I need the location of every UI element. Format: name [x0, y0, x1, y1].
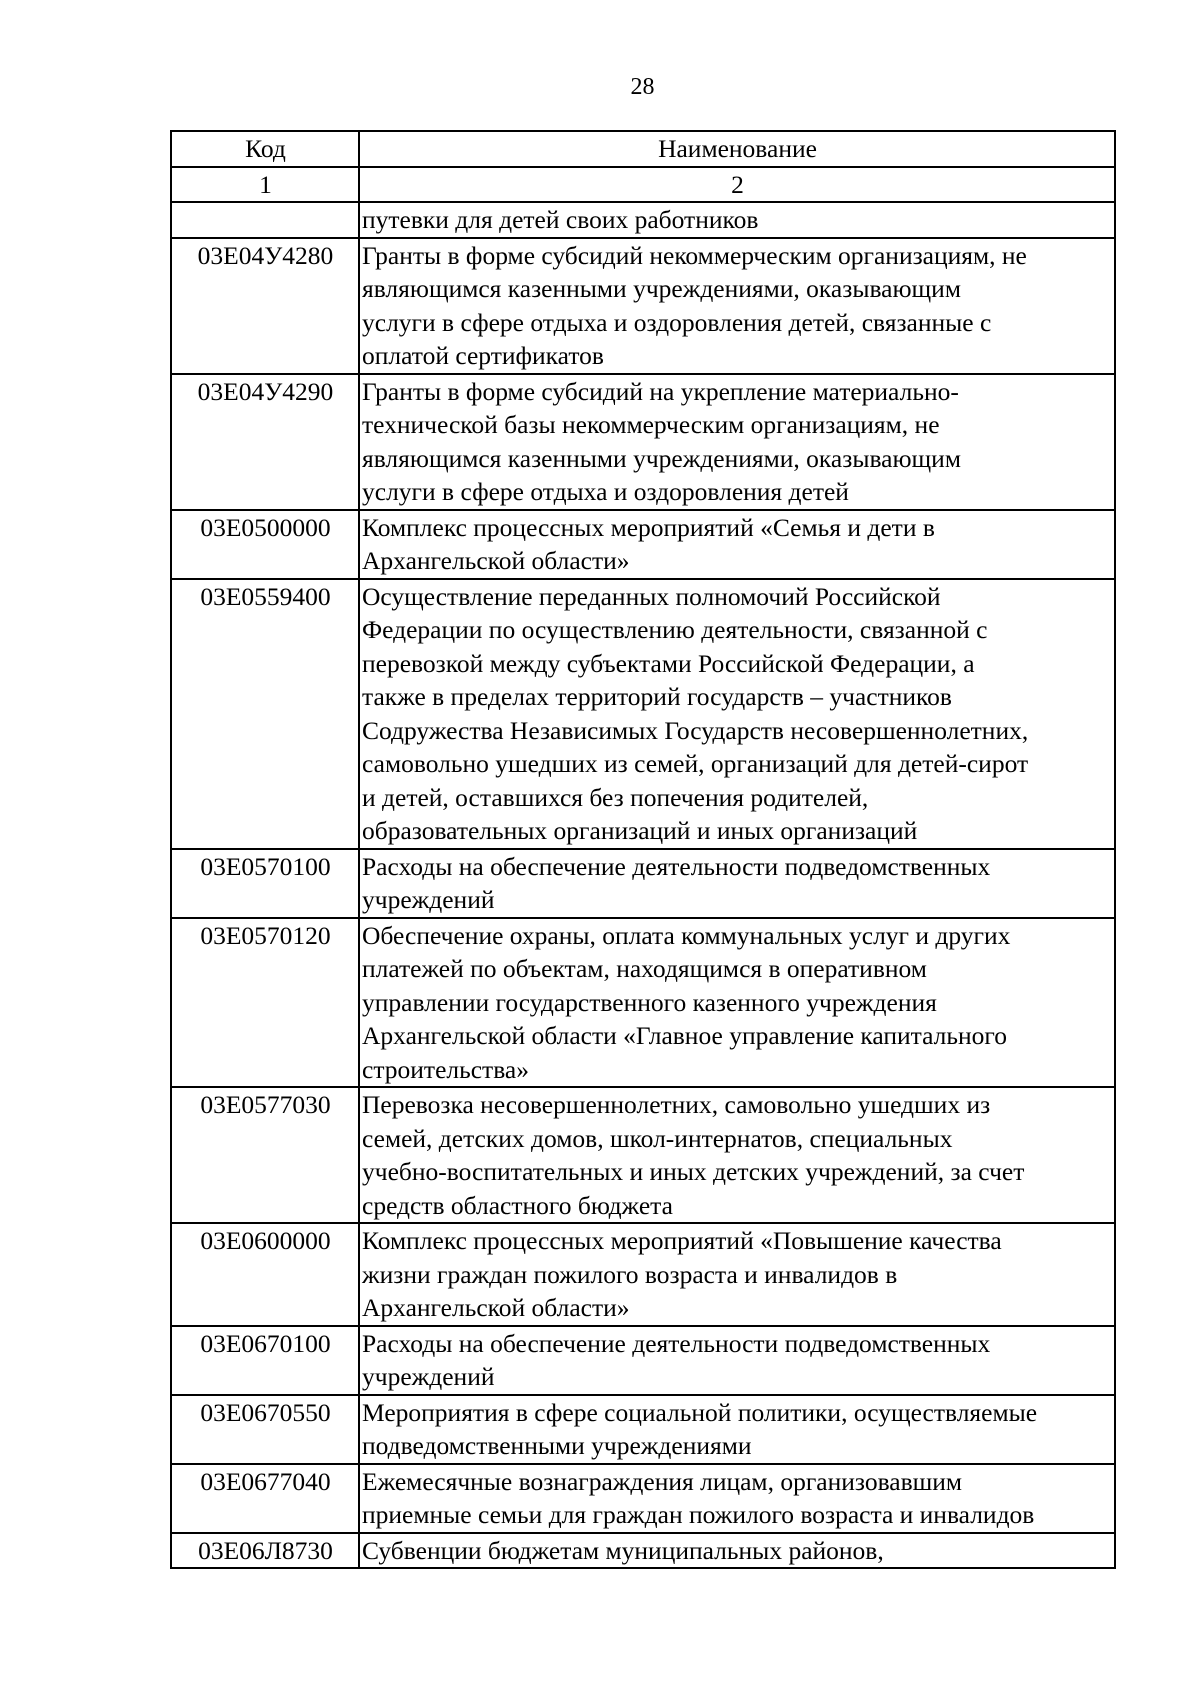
table-row — [171, 1223, 1115, 1326]
row-code: 03Е0577030 — [171, 1087, 359, 1223]
table-row — [171, 202, 1115, 238]
row-name: Ежемесячные вознаграждения лицам, организовавшим приемные семьи для граждан пожилого возраста и инвалидов — [359, 1464, 1115, 1533]
table-row — [171, 238, 1115, 374]
row-name: Гранты в форме субсидий на укрепление материально- технической базы некоммерческим организациям, не являющимся казенными учреждениями, оказывающим услуги в сфере отдыха и оздоровления детей — [359, 374, 1115, 510]
table-row — [171, 374, 1115, 510]
row-name: Расходы на обеспечение деятельности подведомственных учреждений — [359, 849, 1115, 918]
table-header-row — [171, 131, 1115, 167]
row-code: 03Е0670550 — [171, 1395, 359, 1464]
page-number: 28 — [630, 74, 655, 100]
row-code: 03Е0570100 — [171, 849, 359, 918]
row-name: Гранты в форме субсидий некоммерческим организациям, не являющимся казенными учреждениями, оказывающим услуги в сфере отдыха и оздоровления детей, связанные с оплатой сертификатов — [359, 238, 1115, 374]
table-row — [171, 1464, 1115, 1533]
column-header-name: Наименование — [359, 131, 1115, 167]
table-row — [171, 579, 1115, 849]
row-code: 03Е0600000 — [171, 1223, 359, 1326]
row-name: путевки для детей своих работников — [359, 202, 1115, 238]
row-code — [171, 202, 359, 238]
table-row — [171, 1533, 1115, 1569]
column-number-row — [171, 167, 1115, 203]
column-number-name: 2 — [359, 167, 1115, 203]
row-code: 03Е0670100 — [171, 1326, 359, 1395]
row-name: Мероприятия в сфере социальной политики, осуществляемые подведомственными учреждениями — [359, 1395, 1115, 1464]
table-row — [171, 849, 1115, 918]
row-name: Субвенции бюджетам муниципальных районов, — [359, 1533, 1115, 1569]
row-name: Комплекс процессных мероприятий «Повышение качества жизни граждан пожилого возраста и инвалидов в Архангельской области» — [359, 1223, 1115, 1326]
table-row — [171, 510, 1115, 579]
row-code: 03Е06Л8730 — [171, 1533, 359, 1569]
table-row — [171, 1395, 1115, 1464]
column-number-code: 1 — [171, 167, 359, 203]
row-code: 03Е0570120 — [171, 918, 359, 1088]
table-row — [171, 1087, 1115, 1223]
row-code: 03Е0677040 — [171, 1464, 359, 1533]
row-name: Осуществление переданных полномочий Российской Федерации по осуществлению деятельности, связанной с перевозкой между субъектами Российской Федерации, а также в пределах территорий государств – участников Содружества Независимых Государств несовершеннолетних, самовольно ушедших из семей, организаций для детей-сирот и детей, оставшихся без попечения родителей, образовательных организаций и иных организаций — [359, 579, 1115, 849]
row-name: Перевозка несовершеннолетних, самовольно ушедших из семей, детских домов, школ-интернатов, специальных учебно-воспитательных и иных детских учреждений, за счет средств областного бюджета — [359, 1087, 1115, 1223]
row-code: 03Е04У4290 — [171, 374, 359, 510]
row-name: Комплекс процессных мероприятий «Семья и дети в Архангельской области» — [359, 510, 1115, 579]
column-header-code: Код — [171, 131, 359, 167]
table-row — [171, 1326, 1115, 1395]
budget-codes-table — [170, 130, 1116, 1569]
table-row — [171, 918, 1115, 1088]
row-code: 03Е0500000 — [171, 510, 359, 579]
row-name: Расходы на обеспечение деятельности подведомственных учреждений — [359, 1326, 1115, 1395]
row-code: 03Е0559400 — [171, 579, 359, 849]
row-code: 03Е04У4280 — [171, 238, 359, 374]
row-name: Обеспечение охраны, оплата коммунальных услуг и других платежей по объектам, находящимся в оперативном управлении государственного казенного учреждения Архангельской области «Главное управление капитального строительства» — [359, 918, 1115, 1088]
